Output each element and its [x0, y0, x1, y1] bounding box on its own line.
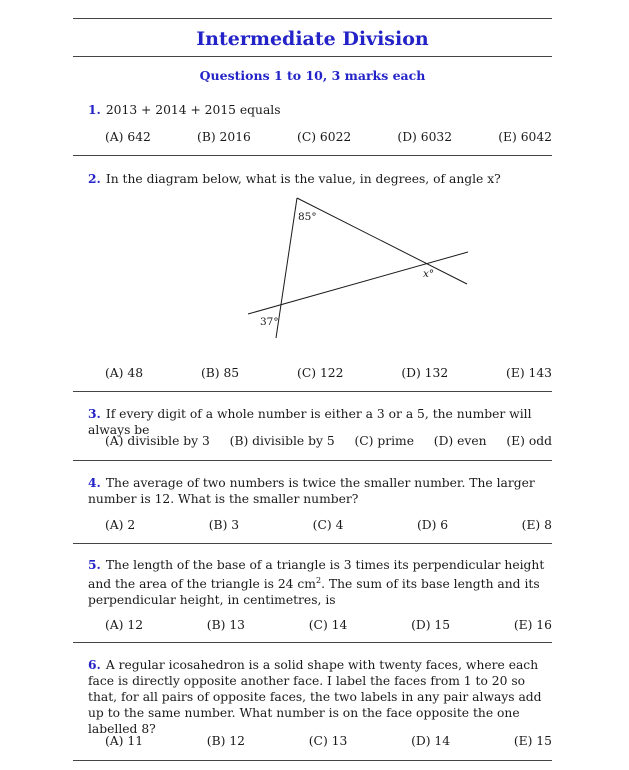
question-text: A regular icosahedron is a solid shape with twenty faces, where each face is directly opposite another face. I label the faces from 1 to 20 so that, for all pairs of opposite faces, the two labels in any pair always add up to the same number. What number is on the face opposite the one labelled 8?: [88, 658, 542, 736]
question-text: In the diagram below, what is the value, in degrees, of angle x?: [105, 172, 501, 186]
question-text: [88, 558, 544, 607]
question-5: [88, 557, 552, 608]
option-d: (D) 15: [411, 618, 451, 632]
option-d: (D) 132: [401, 366, 449, 380]
option-d: (D) 6: [416, 518, 449, 532]
option-b: (B) 85: [200, 366, 240, 380]
option-e: (E) 143: [506, 366, 552, 380]
question-text: 2013 + 2014 + 2015 equals: [105, 103, 281, 117]
option-a: (A) 48: [105, 366, 144, 380]
divider: [73, 391, 552, 392]
option-b: (B) 2016: [197, 130, 251, 144]
question-text: The average of two numbers is twice the smaller number. The larger number is 12. What is the smaller number?: [88, 476, 535, 506]
option-a: (A) divisible by 3: [105, 434, 210, 448]
angle-label-bottom: 37°: [260, 316, 279, 328]
option-c: (C) 14: [308, 618, 348, 632]
options-1: [105, 130, 552, 144]
divider: [73, 543, 552, 544]
option-e: (E) 15: [513, 734, 552, 748]
question-4: [88, 475, 552, 507]
option-b: (B) 12: [206, 734, 245, 748]
question-text-part: . The sum of its base length and its perpendicular height, in centimetres, is: [88, 577, 540, 608]
options-2: [105, 366, 552, 380]
option-e: (E) 6042: [498, 130, 552, 144]
angle-label-top: 85°: [298, 211, 317, 223]
question-number: 2.: [88, 171, 101, 186]
option-c: (C) 4: [312, 518, 344, 532]
option-d: (D) 14: [411, 734, 451, 748]
option-e: (E) 16: [513, 618, 552, 632]
page-title: Intermediate Division: [196, 28, 429, 50]
superscript: 2: [315, 576, 322, 585]
option-a: (A) 642: [105, 130, 151, 144]
divider: [73, 760, 552, 761]
option-a: (A) 2: [105, 518, 136, 532]
options-3: [105, 434, 552, 448]
question-number: 5.: [88, 557, 101, 572]
question-2: [88, 171, 552, 187]
question-text: If every digit of a whole number is either a 3 or a 5, the number will always be: [88, 407, 532, 437]
question-text-part: The length of the base of a triangle is 3 times its perpendicular height and the area of the triangle is 24 cm: [88, 558, 545, 592]
option-b: (B) 13: [206, 618, 245, 632]
angle-diagram: [240, 192, 480, 342]
options-4: [105, 518, 552, 532]
option-d: (D) even: [433, 434, 487, 448]
option-e: (E) odd: [506, 434, 552, 448]
divider: [73, 155, 552, 156]
options-5: [105, 618, 552, 632]
triangle-side-left: [276, 198, 297, 338]
section-subtitle: Questions 1 to 10, 3 marks each: [199, 68, 426, 83]
transversal-line: [248, 252, 468, 314]
option-c: (C) prime: [354, 434, 414, 448]
option-a: (A) 12: [105, 618, 144, 632]
top-rule: [73, 18, 552, 19]
question-number: 6.: [88, 657, 101, 672]
question-number: 4.: [88, 475, 101, 490]
option-d: (D) 6032: [397, 130, 453, 144]
divider: [73, 460, 552, 461]
question-1: [88, 102, 552, 118]
option-a: (A) 11: [105, 734, 144, 748]
option-b: (B) 3: [208, 518, 240, 532]
divider: [73, 642, 552, 643]
title-rule: [73, 56, 552, 57]
option-c: (C) 6022: [297, 130, 352, 144]
angle-label-x: x°: [423, 268, 435, 280]
triangle-side-top: [297, 198, 467, 284]
question-number: 3.: [88, 406, 101, 421]
option-c: (C) 13: [308, 734, 348, 748]
question-number: 1.: [88, 102, 101, 117]
option-c: (C) 122: [297, 366, 344, 380]
option-e: (E) 8: [521, 518, 552, 532]
options-6: [105, 734, 552, 748]
option-b: (B) divisible by 5: [229, 434, 335, 448]
question-6: [88, 657, 552, 737]
